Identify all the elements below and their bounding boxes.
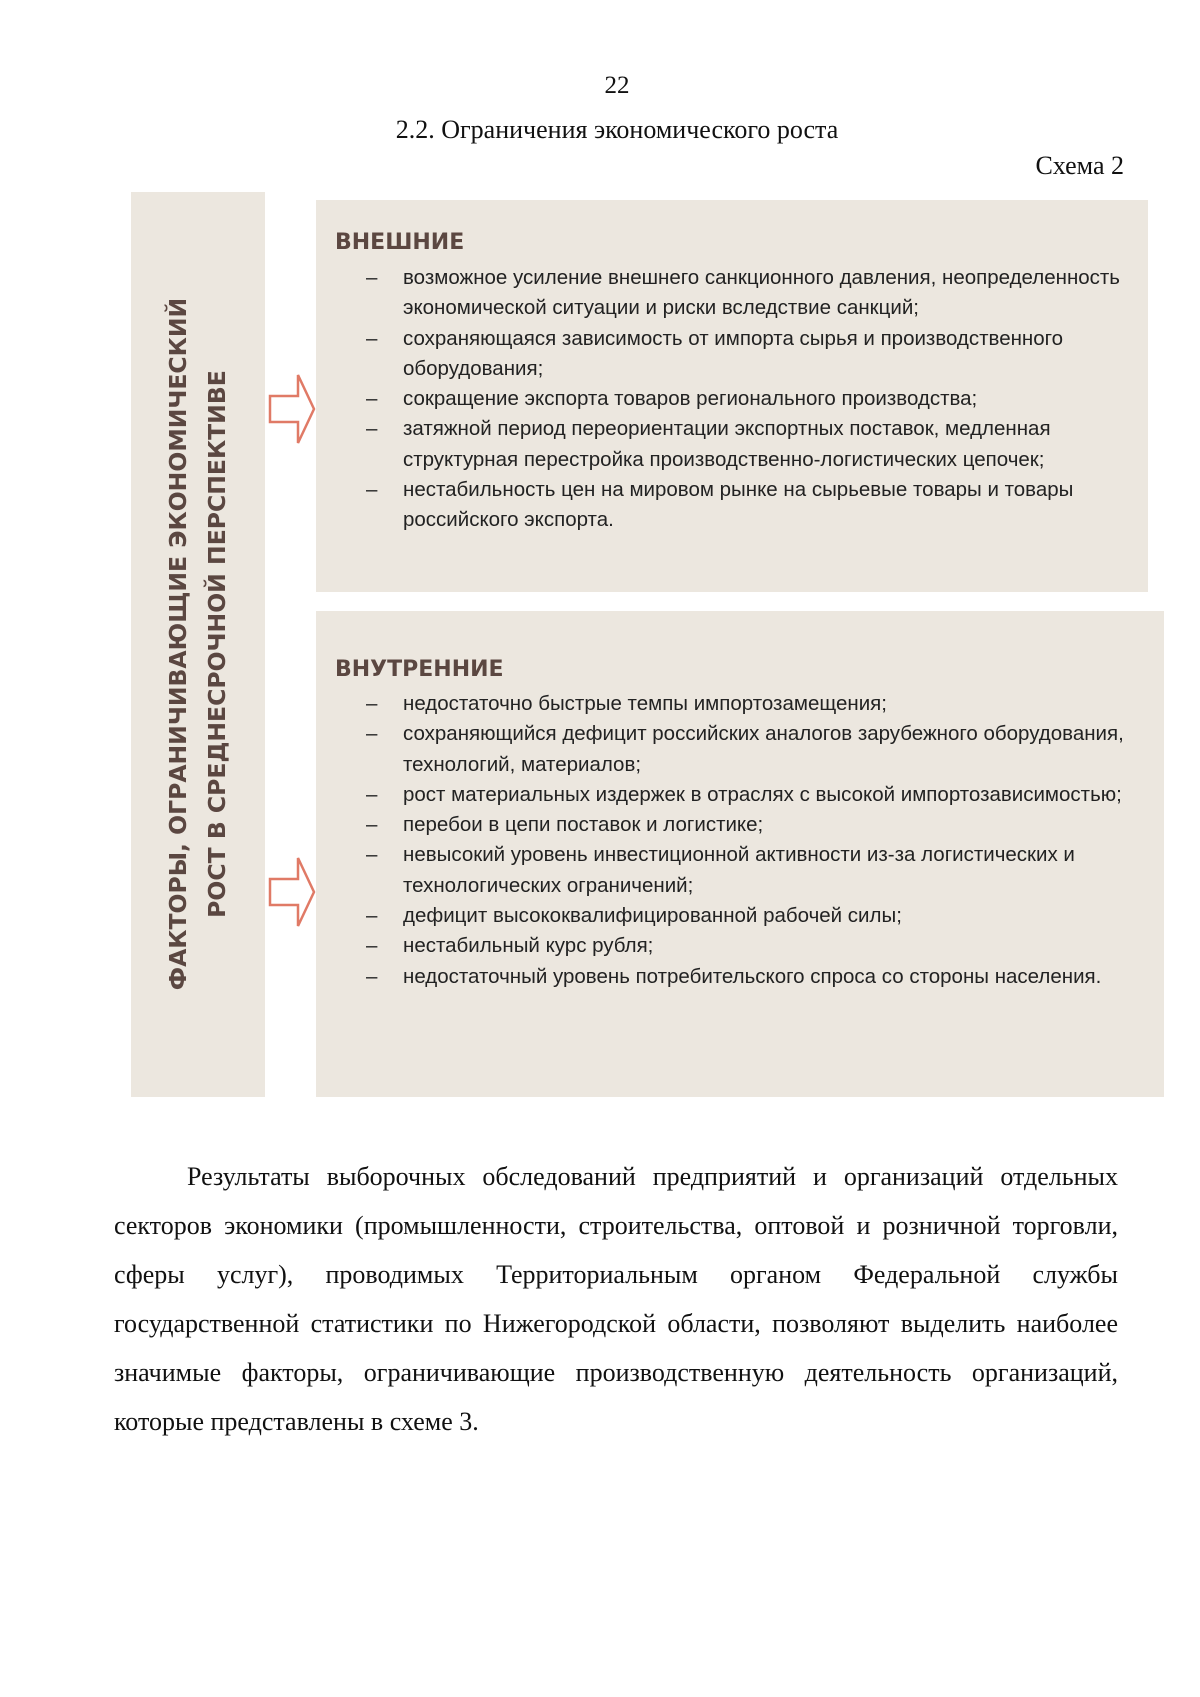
external-factor-list-item [366, 324, 1134, 385]
dash-bullet: – [366, 782, 378, 806]
dash-bullet: – [366, 417, 378, 441]
internal-factor-item-text: сохраняющийся дефицит российских аналогов зарубежного оборудования, технологий, материалов; [403, 722, 1124, 776]
arrow-right-icon [268, 372, 316, 446]
internal-factor-item-text: рост материальных издержек в отраслях с высокой импортозависимостью; [403, 782, 1122, 806]
external-factor-item-text: сохраняющаяся зависимость от импорта сырья и производственного оборудования; [403, 326, 1064, 380]
external-factor-list-item [366, 475, 1134, 536]
page-number: 22 [604, 72, 630, 99]
side-panel-title [159, 194, 237, 1094]
dash-bullet: – [366, 964, 378, 988]
internal-factor-item-text: недостаточно быстрые темпы импортозамещения; [403, 692, 887, 715]
scheme-label: Схема 2 [1035, 151, 1124, 180]
internal-factor-item-text: нестабильный курс рубля; [403, 934, 654, 958]
side-panel-title-line-2: РОСТ В СРЕДНЕСРОЧНОЙ ПЕРСПЕКТИВЕ [203, 370, 231, 918]
dash-bullet: – [366, 813, 378, 837]
external-factor-list-item [366, 384, 1134, 414]
internal-factor-item-text: недостаточный уровень потребительского спроса со стороны населения. [403, 964, 1102, 988]
factors-side-panel [131, 192, 265, 1097]
dash-bullet: – [366, 722, 378, 746]
dash-bullet: – [366, 934, 378, 958]
external-factor-item-text: возможное усиление внешнего санкционного давления, неопределенность экономической ситуации и риски вследствие санкций; [403, 266, 1120, 320]
internal-factor-list-item [366, 901, 1150, 931]
dash-bullet: – [366, 692, 378, 715]
dash-bullet: – [366, 904, 378, 928]
external-factor-item-text: сокращение экспорта товаров регионального производства; [403, 387, 978, 411]
external-factors-list [366, 263, 1134, 536]
dash-bullet: – [366, 478, 378, 502]
internal-factor-item-text: перебои в цепи поставок и логистике; [403, 813, 764, 837]
internal-factors-heading: ВНУТРЕННИЕ [335, 657, 504, 682]
internal-factor-list-item [366, 689, 1150, 719]
internal-factor-item-text: невысокий уровень инвестиционной активности из-за логистических и технологических ограничений; [403, 843, 1075, 897]
internal-factor-list-item [366, 840, 1150, 901]
external-factor-item-text: затяжной период переориентации экспортных поставок, медленная структурная перестройка производственно-логистических цепочек; [403, 417, 1051, 471]
body-paragraph: Результаты выборочных обследований предприятий и организаций отдельных секторов экономики (промышленности, строительства, оптовой и розничной торговли, сферы услуг), проводимых Территориальным органом Федеральной службы государственной статистики по Нижегородской области, позволяют выделить наиболее значимые факторы, ограничивающие производственную деятельность организаций, которые представлены в схеме 3. [114, 1162, 1118, 1436]
external-factor-list-item [366, 263, 1134, 324]
internal-factor-item-text: дефицит высококвалифицированной рабочей силы; [403, 904, 902, 928]
arrow-right-icon [268, 855, 316, 929]
dash-bullet: – [366, 326, 378, 350]
external-factors-heading: ВНЕШНИЕ [335, 230, 465, 255]
internal-factors-list [366, 689, 1150, 992]
internal-factor-list-item [366, 780, 1150, 810]
section-title: 2.2. Ограничения экономического роста [395, 115, 839, 144]
external-factor-item-text: нестабильность цен на мировом рынке на сырьевые товары и товары российского экспорта. [403, 478, 1074, 532]
dash-bullet: – [366, 843, 378, 867]
internal-factors-box [316, 611, 1164, 1097]
internal-factor-list-item [366, 931, 1150, 961]
dash-bullet: – [366, 387, 378, 411]
dash-bullet: – [366, 266, 378, 289]
external-factor-list-item [366, 414, 1134, 475]
internal-factor-list-item [366, 810, 1150, 840]
side-panel-title-line-1: ФАКТОРЫ, ОГРАНИЧИВАЮЩИЕ ЭКОНОМИЧЕСКИЙ [164, 297, 192, 991]
external-factors-box [316, 200, 1148, 592]
internal-factor-list-item [366, 962, 1150, 992]
internal-factor-list-item [366, 719, 1150, 780]
